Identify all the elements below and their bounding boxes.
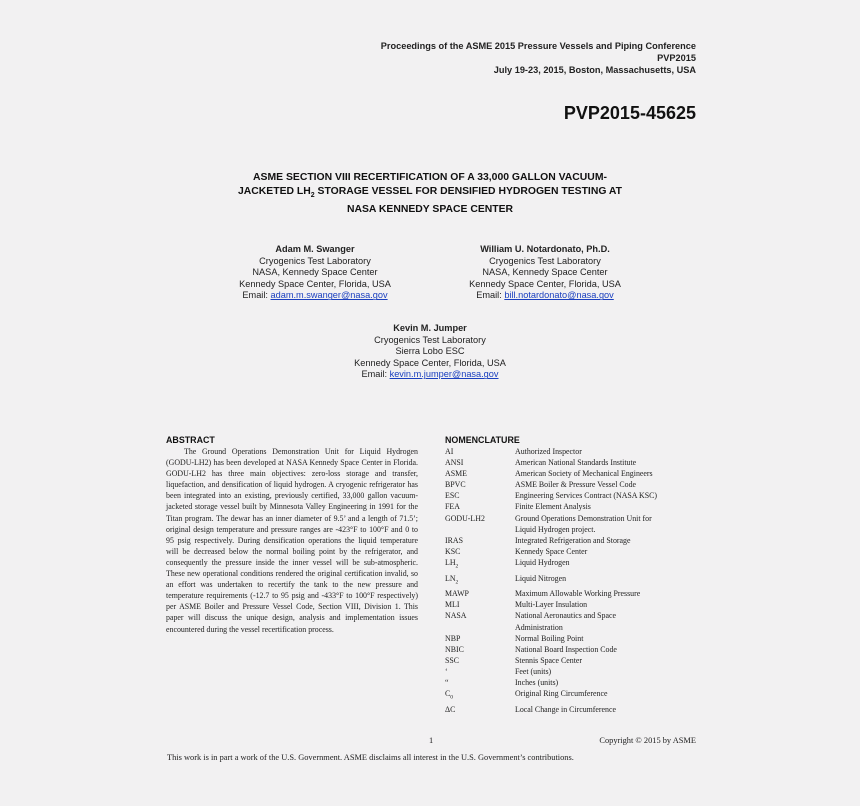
nomenclature-row [445,535,657,546]
nomenclature-term-text: “ [445,678,449,688]
nomenclature-term [445,446,515,457]
nomenclature-row [445,599,657,610]
nomenclature-term-text: ANSI [445,458,464,468]
nomenclature-row [445,501,657,512]
nomenclature-row [445,622,657,633]
nomenclature-term [445,468,515,479]
nomenclature-row [445,573,657,589]
title-line-3: NASA KENNEDY SPACE CENTER [346,204,514,216]
nomenclature-definition: Original Ring Circumference [515,689,608,699]
author-affiliation: Sierra Lobo ESC [395,346,465,357]
author-affiliation: Cryogenics Test Laboratory [374,334,486,345]
nomenclature-definition: American National Standards Institute [515,458,637,468]
nomenclature-term-subscript: 0 [450,694,454,701]
nomenclature-term [445,677,515,688]
nomenclature-definition: Stennis Space Center [515,655,583,665]
nomenclature-row [445,524,657,535]
nomenclature-term-text: KSC [445,546,461,556]
nomenclature-definition: ASME Boiler & Pressure Vessel Code [515,480,637,490]
abstract-heading: ABSTRACT [166,435,215,445]
nomenclature-definition: Inches (units) [515,678,559,688]
nomenclature-term-text: BPVC [445,480,466,490]
nomenclature-row [445,479,657,490]
email-link[interactable]: adam.m.swanger@nasa.gov [270,290,388,301]
nomenclature-term [445,599,515,610]
nomenclature-heading: NOMENCLATURE [445,435,520,445]
nomenclature-definition: National Aeronautics and Space [515,611,617,621]
nomenclature-row [445,644,657,655]
nomenclature-term-text: ΔC [445,704,456,714]
author-affiliation: Cryogenics Test Laboratory [489,255,601,266]
nomenclature-term [445,610,515,621]
nomenclature-term [445,644,515,655]
nomenclature-row [445,468,657,479]
nomenclature-definition: Liquid Hydrogen [515,557,570,567]
nomenclature-term [445,490,515,501]
email-link[interactable]: bill.notardonato@nasa.gov [504,290,614,301]
page-number: 1 [429,736,434,745]
paper-id: PVP2015-45625 [563,103,696,123]
nomenclature-term [445,479,515,490]
nomenclature-term-text: NBP [445,633,461,643]
government-notice: This work is in part a work of the U.S. Government. ASME disclaims all interest in the U.S. Government’s contributions. [167,753,574,762]
email-link[interactable]: kevin.m.jumper@nasa.gov [389,369,499,380]
nomenclature-row [445,557,657,573]
conference-dates-location: July 19-23, 2015, Boston, Massachusetts, USA [493,65,696,75]
abstract-section [166,435,418,635]
nomenclature-row [445,610,657,621]
nomenclature-term-text: LN [445,573,456,583]
nomenclature-definition: Maximum Allowable Working Pressure [515,589,641,599]
nomenclature-row [445,490,657,501]
nomenclature-row [445,457,657,468]
nomenclature-definition: National Board Inspection Code [515,644,617,654]
nomenclature-definition: Engineering Services Contract (NASA KSC) [515,491,658,501]
nomenclature-term [445,622,515,633]
author-email-line [315,369,545,381]
email-label: Email: [476,290,505,301]
author-name: William U. Notardonato, Ph.D. [480,244,610,254]
nomenclature-term-text: C [445,689,451,699]
nomenclature-term-text: NASA [445,611,467,621]
conference-header [381,40,696,76]
nomenclature-definition: Ground Operations Demonstration Unit for [515,513,652,523]
nomenclature-term [445,666,515,677]
title-line-2-pre: JACKETED LH [238,186,311,197]
nomenclature-term [445,704,515,715]
nomenclature-definition: Liquid Hydrogen project. [515,524,596,534]
author-address: Kennedy Space Center, Florida, USA [354,357,506,368]
author-block-2 [430,244,660,302]
conference-code: PVP2015 [657,53,696,63]
nomenclature-row [445,655,657,666]
nomenclature-row [445,588,657,599]
author-affiliation: Cryogenics Test Laboratory [259,255,371,266]
nomenclature-term-text: FEA [445,502,460,512]
nomenclature-definition: Multi-Layer Insulation [515,600,588,610]
nomenclature-term [445,688,515,704]
nomenclature-definition: Liquid Nitrogen [515,573,567,583]
author-name: Adam M. Swanger [275,244,355,254]
author-affiliation: NASA, Kennedy Space Center [482,267,608,278]
author-block-1 [200,244,430,302]
nomenclature-row [445,704,657,715]
nomenclature-term [445,655,515,666]
abstract-body: The Ground Operations Demonstration Unit for Liquid Hydrogen (GODU-LH2) has been developed at NASA Kennedy Space Center in Florida. GODU-LH2 has three main objectives: zero-loss storage and transfer, liquefaction, and densification of liquid hydrogen. A cryogenic refrigerator has been integrated into an existing, previously certified, 33,000 gallon vacuum-jacketed storage vessel built by Minnesota Valley Engineering in 1991 for the Titan program. The dewar has an inner diameter of 9.5’ and a length of 71.5’; original design temperature and pressure ranges are -423°F to 100°F and 0 to 95 psig respectively. During densification operations the liquid temperature will be decreased below the normal boiling point by the refrigerator, and consequently the pressure inside the inner vessel will be sub-atmospheric. These new operational conditions rendered the original certification invalid, so an effort was undertaken to recertify the tank to the new pressure and temperature requirements (-12.7 to 95 psig and -433°F to 100°F respectively) per ASME Boiler and Pressure Vessel Code, Section VIII, Division 1. This paper will discuss the unique design, analysis and implementation issues encountered during the vessel recertification process. [166,447,418,634]
nomenclature-definition: Local Change in Circumference [515,704,616,714]
nomenclature-row [445,446,657,457]
nomenclature-section [445,435,697,715]
nomenclature-term-subscript: 2 [455,563,459,570]
nomenclature-row [445,633,657,644]
author-email-line [200,290,430,302]
nomenclature-definition: American Society of Mechanical Engineers [515,469,653,479]
nomenclature-table [445,446,657,715]
author-affiliation: NASA, Kennedy Space Center [252,267,378,278]
nomenclature-term-text: LH [445,557,456,567]
title-line-2-post: STORAGE VESSEL FOR DENSIFIED HYDROGEN TESTING AT [314,186,622,197]
nomenclature-term [445,524,515,535]
author-address: Kennedy Space Center, Florida, USA [469,278,621,289]
nomenclature-definition: Feet (units) [515,666,552,676]
nomenclature-row [445,688,657,704]
nomenclature-definition: Normal Boiling Point [515,633,584,643]
nomenclature-term-text: ESC [445,491,460,501]
email-label: Email: [242,290,271,301]
paper-title [200,171,660,217]
nomenclature-term-text: NBIC [445,644,464,654]
nomenclature-term [445,513,515,524]
nomenclature-term-text: IRAS [445,535,463,545]
nomenclature-term-text: GODU-LH2 [445,513,485,523]
email-label: Email: [361,369,390,380]
copyright-notice: Copyright © 2015 by ASME [599,736,696,745]
nomenclature-definition: Finite Element Analysis [515,502,591,512]
nomenclature-term-subscript: 2 [455,579,459,586]
nomenclature-term [445,535,515,546]
nomenclature-term-text: AI [445,447,454,456]
author-address: Kennedy Space Center, Florida, USA [239,278,391,289]
nomenclature-row [445,666,657,677]
nomenclature-term [445,501,515,512]
nomenclature-term-text: MLI [445,600,460,610]
nomenclature-definition: Authorized Inspector [515,447,582,456]
title-line-1: ASME SECTION VIII RECERTIFICATION OF A 33,000 GALLON VACUUM- [253,172,607,183]
nomenclature-row [445,513,657,524]
nomenclature-term-text: ASME [445,469,467,479]
nomenclature-row [445,677,657,688]
conference-name: Proceedings of the ASME 2015 Pressure Vessels and Piping Conference [380,41,696,51]
nomenclature-term [445,588,515,599]
author-name: Kevin M. Jumper [393,323,467,333]
nomenclature-definition: Kennedy Space Center [515,546,588,556]
title-subscript: 2 [310,192,315,200]
nomenclature-definition: Integrated Refrigeration and Storage [515,535,631,545]
nomenclature-term-text: SSC [445,655,460,665]
nomenclature-term [445,573,515,589]
nomenclature-term-text: MAWP [445,589,469,599]
nomenclature-term [445,557,515,573]
nomenclature-term [445,546,515,557]
title-line-2 [200,185,660,203]
nomenclature-definition: Administration [515,622,563,632]
nomenclature-row [445,546,657,557]
nomenclature-term [445,633,515,644]
nomenclature-term [445,457,515,468]
author-block-3 [315,323,545,381]
nomenclature-term-text: ‘ [445,666,448,676]
author-email-line [430,290,660,302]
